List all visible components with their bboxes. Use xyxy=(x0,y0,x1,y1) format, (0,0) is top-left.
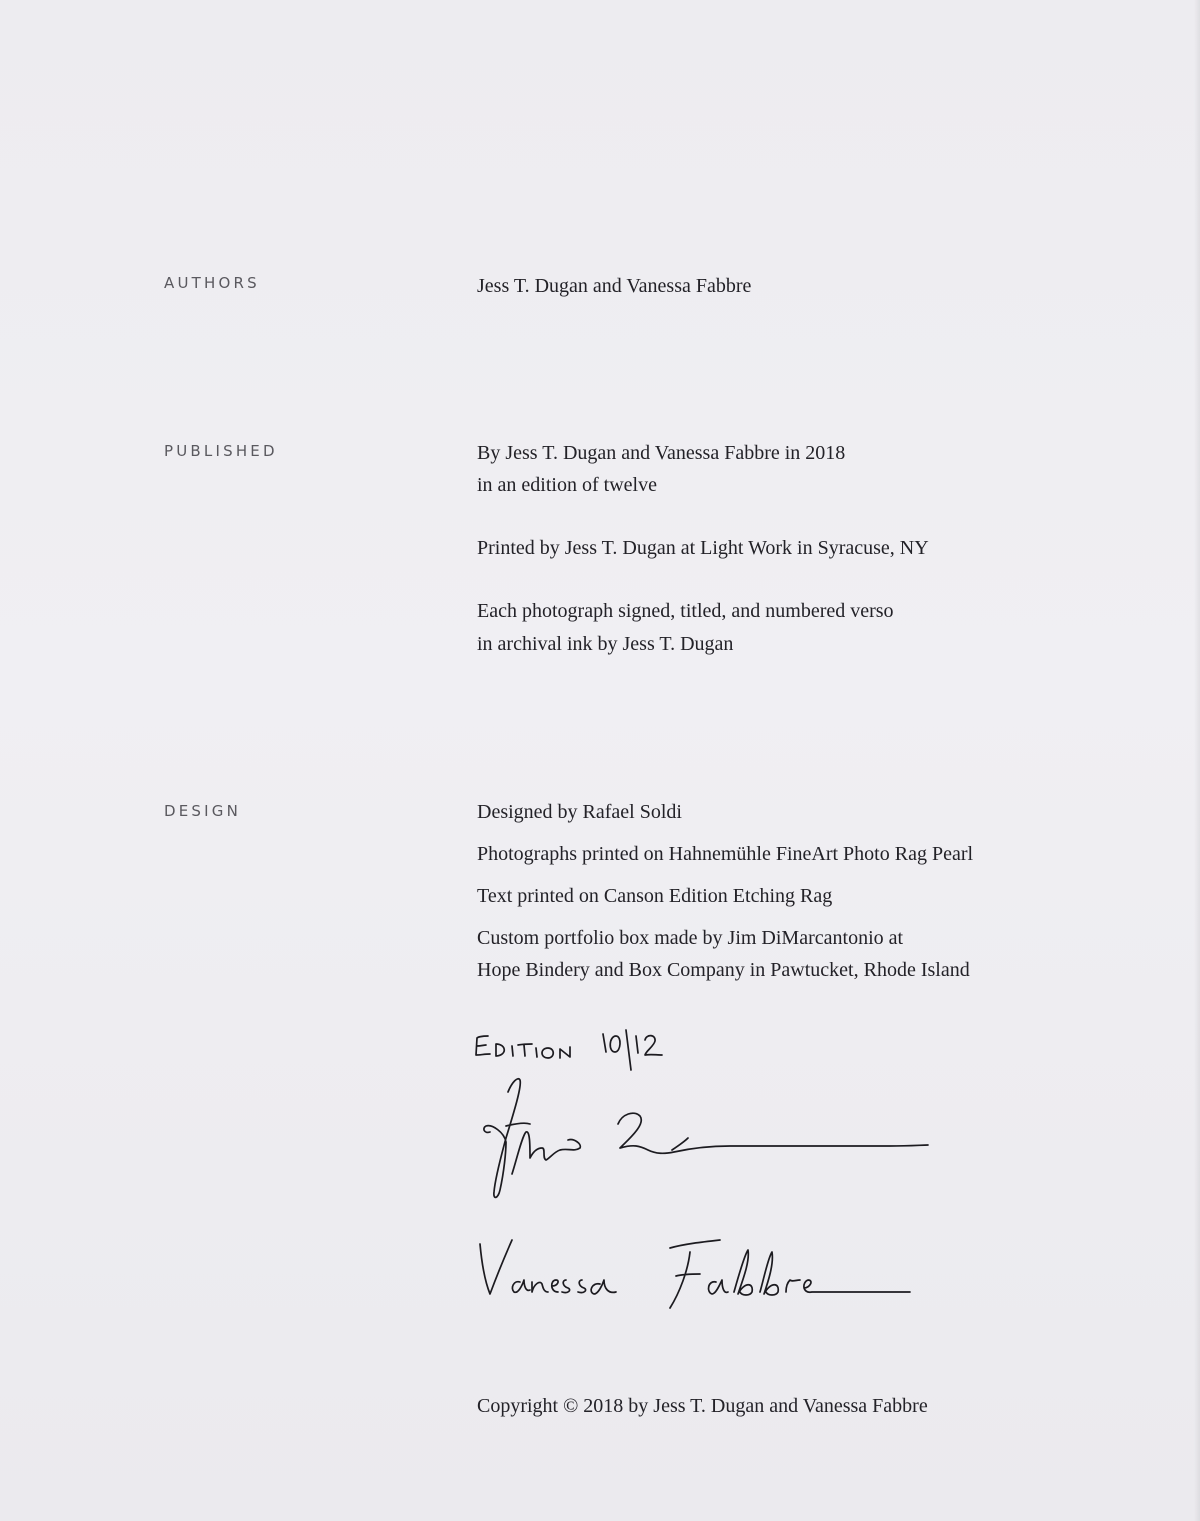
published-line-4: Each photograph signed, titled, and numbered verso xyxy=(477,600,894,622)
signature-jess-dugan xyxy=(470,1072,940,1207)
design-line-3: Text printed on Canson Edition Etching Rag xyxy=(477,885,833,907)
design-line-1: Designed by Rafael Soldi xyxy=(477,801,682,823)
design-line-4: Custom portfolio box made by Jim DiMarcantonio at xyxy=(477,927,904,949)
page-edge-shadow xyxy=(1194,0,1200,1521)
published-line-5: in archival ink by Jess T. Dugan xyxy=(477,633,734,655)
published-line-2: in an edition of twelve xyxy=(477,474,657,496)
design-label: DESIGN xyxy=(164,802,242,820)
authors-text: Jess T. Dugan and Vanessa Fabbre xyxy=(477,275,752,297)
design-line-5: Hope Bindery and Box Company in Pawtucket, Rhode Island xyxy=(477,959,970,981)
edition-handwritten-note xyxy=(470,1022,690,1072)
design-line-2: Photographs printed on Hahnemühle FineArt Photo Rag Pearl xyxy=(477,843,974,865)
authors-label: AUTHORS xyxy=(164,274,260,292)
published-line-3: Printed by Jess T. Dugan at Light Work in Syracuse, NY xyxy=(477,537,929,559)
published-line-1: By Jess T. Dugan and Vanessa Fabbre in 2018 xyxy=(477,442,846,464)
copyright-line: Copyright © 2018 by Jess T. Dugan and Vanessa Fabbre xyxy=(477,1395,928,1417)
published-label: PUBLISHED xyxy=(164,442,278,460)
signature-vanessa-fabbre xyxy=(470,1222,930,1312)
